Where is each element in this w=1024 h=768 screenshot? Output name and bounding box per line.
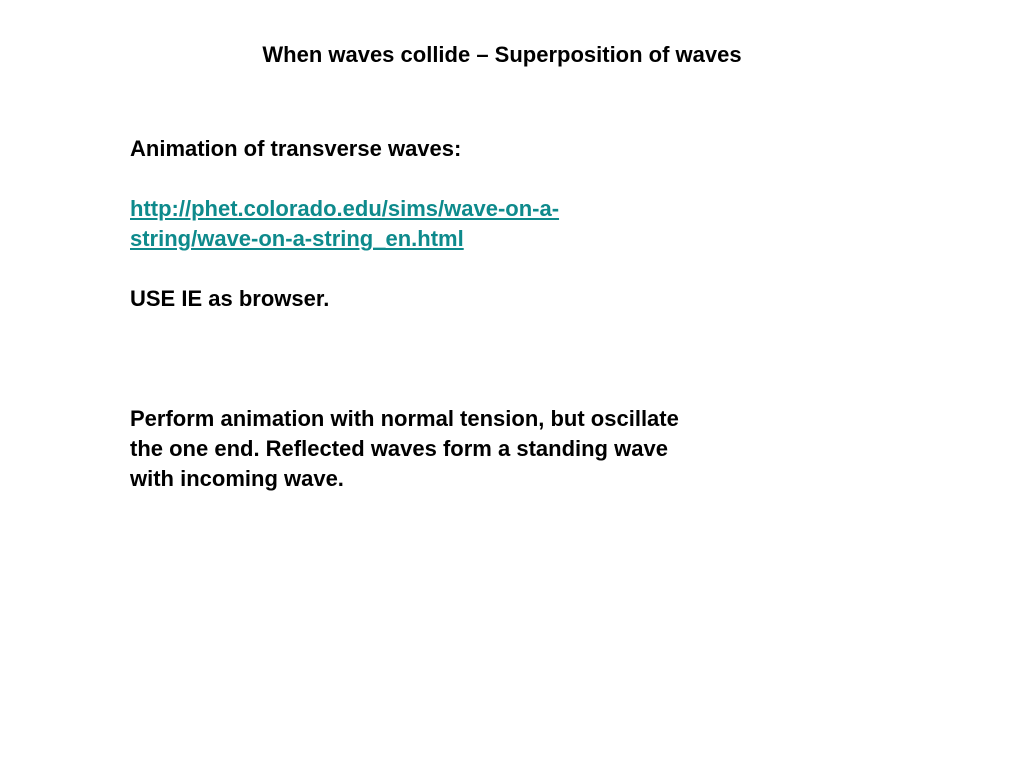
browser-note: USE IE as browser. [130,286,330,311]
instructions-line-2: the one end. Reflected waves form a standing wave [130,436,668,461]
spacer [130,254,790,284]
slide-title: When waves collide – Superposition of waves [262,42,742,67]
phet-link-line-2[interactable]: string/wave-on-a-string_en.html [130,226,464,251]
section-heading: Animation of transverse waves: [130,136,462,161]
instructions-line-3: with incoming wave. [130,466,344,491]
phet-link[interactable] [130,194,790,254]
spacer [130,314,790,404]
slide-content [130,134,790,494]
instructions-paragraph [130,404,790,494]
spacer [130,164,790,194]
phet-link-line-1[interactable]: http://phet.colorado.edu/sims/wave-on-a- [130,196,560,221]
instructions-line-1: Perform animation with normal tension, but oscillate [130,406,679,431]
